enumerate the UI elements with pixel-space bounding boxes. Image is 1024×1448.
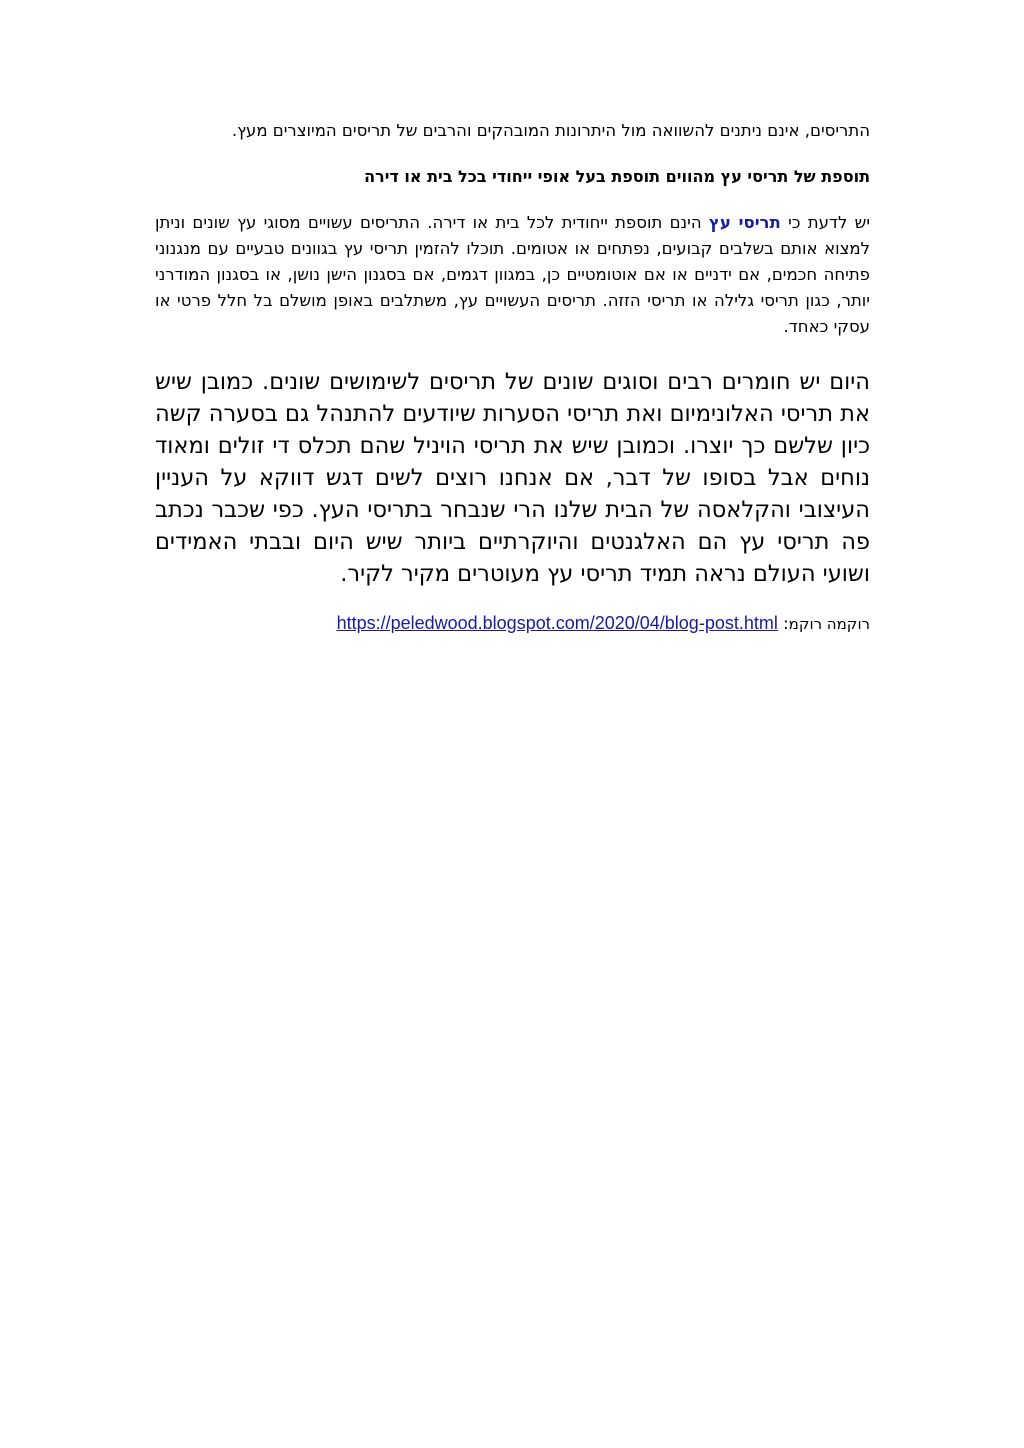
- document-page: [155, 118, 870, 637]
- source-line: [155, 610, 870, 637]
- wood-shutters-link[interactable]: תריסי עץ: [708, 213, 781, 232]
- section-heading: תוספת של תריסי עץ מהווים תוספת בעל אופי ייחודי בכל בית או דירה: [364, 167, 870, 186]
- large-paragraph: היום יש חומרים רבים וסוגים שונים של תריסים לשימושים שונים. כמובן שיש את תריסי האלונימיום ואת תריסי הסערות שיודעים להתנהל גם בסערה קשה כיון שלשם כך יוצרו. וכמובן שיש את תריסי הויניל שהם תכלס די זולים ומאוד נוחים אבל בסופו של דבר, אם אנחנו רוצים לשים דגש דווקא על העניין העיצובי והקלאסה של הבית שלנו הרי שנבחר בתריסי העץ. כפי שכבר נכתב פה תריסי עץ הם האלגנטים והיוקרתיים ביותר שיש היום ובבתי האמידים ושועי העולם נראה תמיד תריסי עץ מעוטרים מקיר לקיר.: [155, 369, 870, 587]
- source-url-link[interactable]: https://peledwood.blogspot.com/2020/04/blog-post.html: [336, 613, 778, 633]
- intro-paragraph: התריסים, אינם ניתנים להשוואה מול היתרונות המובהקים והרבים של תריסים המיוצרים מעץ.: [231, 121, 870, 140]
- body-text-before-link: יש לדעת כי: [780, 213, 871, 232]
- source-label: רוקמה רוקמ: [788, 615, 870, 633]
- body-paragraph: [155, 210, 870, 340]
- body-text-after-link: הינם תוספת ייחודית לכל בית או דירה. התריסים עשויים מסוגי עץ שונים וניתן למצוא אותם בשלבים קבועים, נפתחים או אטומים. תוכלו להזמין תריסי עץ בגוונים טבעיים עם מנגנוני פתיחה חכמים, אם ידניים או אם אוטומטיים כן, במגוון דגמים, אם בסגנון הישן נושן, או בסגנון המודרני יותר, כגון תריסי גלילה או תריסי הזזה. תריסים העשויים עץ, משתלבים באופן מושלם בל חלל פרטי או עסקי כאחד.: [155, 213, 870, 336]
- source-separator: :: [783, 614, 789, 633]
